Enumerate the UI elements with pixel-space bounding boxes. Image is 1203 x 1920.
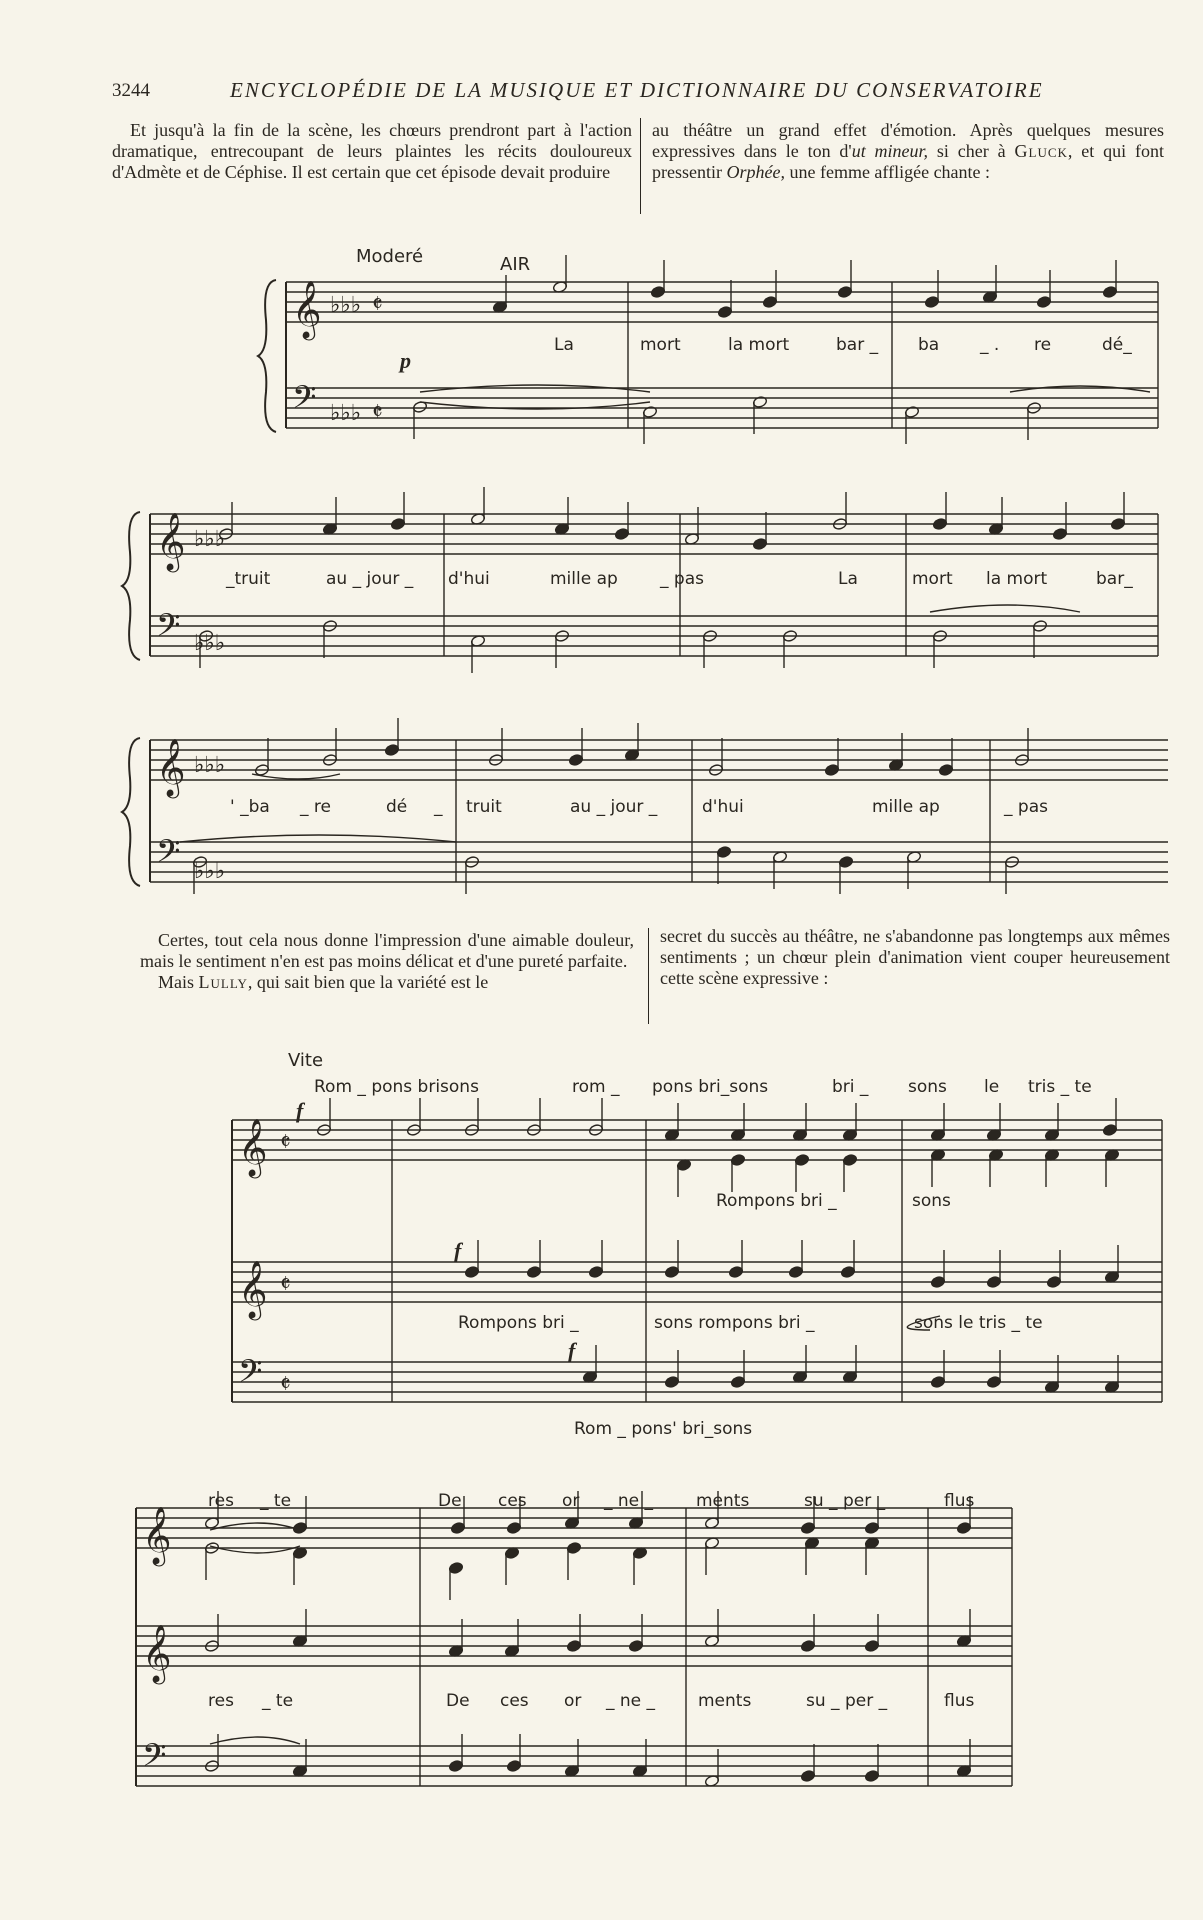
lyric: ments (696, 1491, 750, 1511)
lyric: _ (434, 797, 443, 817)
lyric: La (554, 335, 574, 355)
tie (1010, 386, 1150, 392)
lyrics-score2-top (314, 1077, 1092, 1097)
lyric: ces (500, 1691, 529, 1711)
lyric: truit (466, 797, 502, 817)
lyric: pons bri_sons (652, 1077, 769, 1097)
cut-time-icon: 𝄵 (372, 398, 383, 426)
lyric: mille ap (550, 569, 618, 589)
lyric: au _ jour _ (326, 569, 414, 589)
lyric: De (438, 1491, 462, 1511)
lyric: res (208, 1491, 234, 1511)
staff-bass (232, 1362, 1162, 1402)
flat-signature-icon: ♭♭♭ (194, 527, 226, 552)
lyric: _ te (262, 1691, 294, 1711)
treble-clef-icon: 𝄞 (156, 512, 186, 570)
dynamic-forte: f (296, 1098, 304, 1123)
flat-signature-icon: ♭♭♭ (330, 293, 362, 318)
air-title: AIR (500, 254, 531, 275)
lyrics-score3-mid (208, 1691, 974, 1711)
tie (252, 774, 340, 779)
lyrics-system-2 (225, 569, 1133, 589)
composer-name: Gluck (1014, 141, 1068, 161)
lyric: _ ne _ (606, 1691, 656, 1711)
text-italic: Orphée, (726, 162, 785, 182)
lyric: ba (918, 335, 940, 355)
text-run: Mais (158, 972, 199, 992)
flat-signature-icon: ♭♭♭ (194, 859, 226, 884)
lyric: _ re (300, 797, 331, 817)
lyric: flus (944, 1691, 975, 1711)
text-run: au théâtre un grand effet d'émotion. Après quelques mesures expressives dans le ton d' (652, 120, 1164, 161)
text-run: , qui sait bien que la variété est le (247, 972, 489, 992)
lyric: le (984, 1077, 1000, 1097)
lyric: or (562, 1491, 580, 1511)
lyric: Rom _ pons' bri_sons (574, 1419, 753, 1439)
lyric: rom _ (572, 1077, 620, 1097)
dynamic-forte: f (454, 1238, 462, 1263)
lyric: ' _ba (230, 797, 270, 817)
lyric: _ ne _ (604, 1491, 654, 1511)
lyric: ments (698, 1691, 752, 1711)
flat-signature-icon: ♭♭♭ (330, 401, 362, 426)
lyric: flus (944, 1491, 975, 1511)
lyric: La (838, 569, 858, 589)
treble-clef-icon: 𝄞 (156, 738, 186, 796)
lyric: bar_ (1096, 569, 1133, 589)
treble-clef-icon: 𝄞 (292, 280, 322, 338)
flat-signature-icon: ♭♭♭ (194, 631, 226, 656)
dynamic-forte: f (568, 1338, 576, 1363)
lyric: _ pas (1004, 797, 1048, 817)
lyric: _ te (260, 1491, 292, 1511)
lyric: dé_ (1102, 335, 1132, 355)
lyric: mort (640, 335, 681, 355)
tie (930, 605, 1080, 612)
lyric: su _ per _ (806, 1691, 888, 1711)
text-run: , et qui font pressentir (652, 141, 1164, 182)
tie (210, 1546, 300, 1553)
lyric: Rompons bri _ (716, 1191, 837, 1211)
tie (180, 835, 456, 842)
lyric: mille ap (872, 797, 940, 817)
staff-soprano (232, 1120, 1162, 1160)
flat-signature-icon: ♭♭♭ (194, 753, 226, 778)
lyric: mort (912, 569, 953, 589)
cut-time-icon: 𝄵 (280, 1370, 291, 1398)
lyric: sons (908, 1077, 947, 1097)
system-1 (258, 280, 1158, 432)
lyric: re (1034, 335, 1052, 355)
bass-clef-icon: 𝄢 (292, 379, 317, 423)
cut-time-icon: 𝄵 (280, 1128, 291, 1156)
lyric: sons le tris _ te (914, 1313, 1043, 1333)
tempo-marking: Vite (288, 1050, 324, 1071)
tie (210, 1523, 300, 1530)
lyric: bri _ (832, 1077, 869, 1097)
lyric: De (446, 1691, 470, 1711)
staff-alto (232, 1262, 1162, 1302)
lyric: au _ jour _ (570, 797, 658, 817)
tie (210, 1737, 300, 1744)
cut-time-icon: 𝄵 (372, 290, 383, 318)
lyric: _truit (226, 569, 271, 589)
lyric: res (208, 1691, 234, 1711)
bass-clef-icon: 𝄢 (156, 833, 181, 877)
system-4 (232, 1120, 1162, 1402)
lyric: or (564, 1691, 582, 1711)
lyric: la mort (728, 335, 790, 355)
lyric: tris _ te (1028, 1077, 1092, 1097)
mid-paragraph-left-1: Certes, tout cela nous donne l'impression d'une aimable douleur, mais le sentiment n'en est pas moins délicat et d'une pureté parfaite. (140, 930, 634, 971)
staff-bass (150, 842, 1168, 882)
lyric: dé (386, 797, 408, 817)
lyric: Rompons bri _ (458, 1313, 579, 1333)
staff-soprano (136, 1508, 1012, 1548)
lyrics-system-1 (554, 335, 1132, 355)
text-run: si cher à (928, 141, 1015, 161)
lyric: su _ per _ (804, 1491, 886, 1511)
treble-clef-icon: 𝄞 (142, 1624, 172, 1682)
notes (192, 255, 1125, 1788)
top-paragraph-left: Et jusqu'à la fin de la scène, les chœurs prendront part à l'action dramatique, entrecoupant de leurs plaintes les récits douloureux d'Admète et de Céphise. Il est certain que cet épisode devait produire (112, 120, 632, 182)
text-run: une femme affligée chante : (784, 162, 991, 182)
cut-time-icon: 𝄵 (280, 1270, 291, 1298)
lyric: la mort (986, 569, 1048, 589)
lyric: ces (498, 1491, 527, 1511)
clefs (142, 280, 383, 1781)
page-number: 3244 (112, 80, 150, 101)
lyrics-system-3 (230, 797, 1048, 817)
bass-clef-icon: 𝄢 (238, 1353, 263, 1397)
bass-clef-icon: 𝄢 (156, 607, 181, 651)
composer-name: Lully (198, 972, 248, 992)
bass-clef-icon: 𝄢 (142, 1737, 167, 1781)
lyric: d'hui (702, 797, 744, 817)
lyric: sons (912, 1191, 951, 1211)
lyric: Rom _ pons brisons (314, 1077, 479, 1097)
lyric: sons rompons bri _ (654, 1313, 815, 1333)
treble-clef-icon: 𝄞 (238, 1118, 268, 1176)
staff-treble (150, 514, 1158, 554)
lyric: _ . (980, 335, 1000, 355)
lyric: _ pas (660, 569, 704, 589)
tempo-marking: Moderé (356, 246, 424, 267)
treble-clef-icon: 𝄞 (142, 1506, 172, 1564)
mid-paragraph-right: secret du succès au théâtre, ne s'abandonne pas longtemps aux mêmes sentiments ; un chœur plein d'animation vient couper heureusement cette scène expressive : (660, 926, 1170, 988)
treble-clef-icon: 𝄞 (238, 1260, 268, 1318)
text-italic: ut mineur, (851, 141, 929, 161)
running-title: ENCYCLOPÉDIE DE LA MUSIQUE ET DICTIONNAIRE DU CONSERVATOIRE (230, 78, 1044, 102)
lyric: d'hui (448, 569, 490, 589)
staff-bass (150, 616, 1158, 656)
lyric: bar _ (836, 335, 879, 355)
dynamic-piano: p (400, 348, 411, 373)
